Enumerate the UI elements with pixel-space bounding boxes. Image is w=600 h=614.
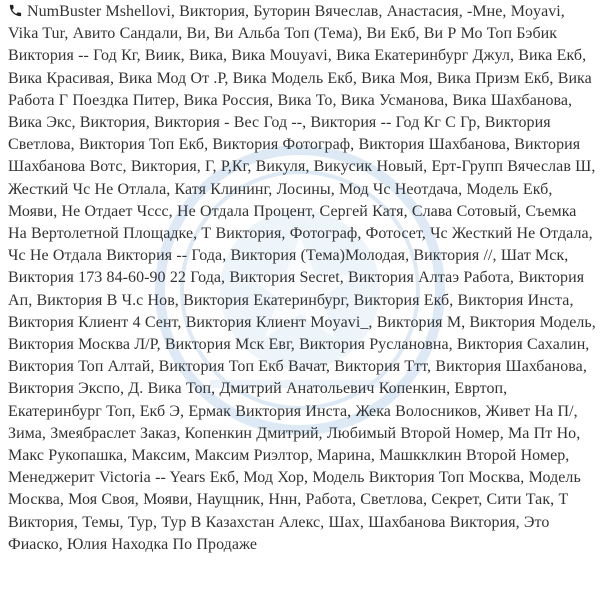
contact-tags-list: NumBuster Mshellovi, Виктория, Буторин Вячеслав, Анастасия, -Мне, Moyavi, Vika Tur, Авито Сандали, Ви, Ви Альба Топ (Тема), Ви Екб, Ви Р Мо Топ Бэбик Виктория -- Год Кг, Виик, Вика, Вика Mouyavi, Вика Екатеринбург Джул, Вика Екб, Вика Красивая, Вика Мод От .Р, Вика Модель Екб, Вика Моя, Вика Призм Екб, Вика Работа Г Поездка Питер, Вика Россия, Вика То, Вика Усманова, Вика Шахбанова, Вика Экс, Виктория, Виктория - Вес Год --, Виктория -- Год Кг С Гр, Виктория Светлова, Виктория Топ Екб, Виктория Фотограф, Виктория Шахбанова, Виктория Шахбанова Вотс, Виктория, Г, Р,Кг, Викуля, Викусик Новый, Ерт-Групп Вячеслав Ш, Жесткий Чс Не Отлала, Катя Клининг, Лосины, Мод Чс Неотдача, Модель Екб, Мояви, Не Отдает Чссс, Не Отдала Процент, Сергей Катя, Слава Сотовый, Съемка На Вертолетной Площадке, Т Виктория, Фотограф, Фотосет, Чс Жесткий Не Отдала, Чс Не Отдала Виктория -- Года, Виктория (Тема)Молодая, Виктория //, Шат Мск, Виктория 173 84-60-90 22 Года, Виктория Secret, Виктория Алтаэ Работа, Виктория Ап, Виктория В Ч.с Нов, Виктория Екатеринбург, Виктория Екб, Виктория Инста, Виктория Клиент 4 Сент, Виктория Клиент Moyavi_, Виктория М, Виктория Модель, Виктория Москва Л/Р, Виктория Мск Евг, Виктория Руслановна, Виктория Сахалин, Виктория Топ Алтай, Виктория Топ Екб Вачат, Виктория Ттт, Виктория Шахбанова, Виктория Экспо, Д. Вика Топ, Дмитрий Анатольевич Копенкин, Евртоп, Екатеринбург Топ, Екб Э, Ермак Виктория Инста, Жека Волосников, Живет На П/, Зима, Змеябраслет Заказ, Копенкин Дмитрий, Любимый Второй Номер, Ма Пт Но, Макс Рукопашка, Максим, Максим Риэлтор, Марина, Машкклкин Второй Номер, Менеджерит Victoria -- Years Екб, Мод Хор, Модель Виктория Топ Москва, Модель Москва, Моя Своя, Мояви, Наущник, Ннн, Работа, Светлова, Секрет, Сити Так, Т Виктория, Темы, Тур, Тур В Казахстан Алекс, Шах, Шахбанова Виктория, Это Фиаско, Юлия Находка По Продаже [8, 3, 596, 553]
contact-tags-text [8, 1, 596, 556]
phone-icon [8, 3, 23, 18]
